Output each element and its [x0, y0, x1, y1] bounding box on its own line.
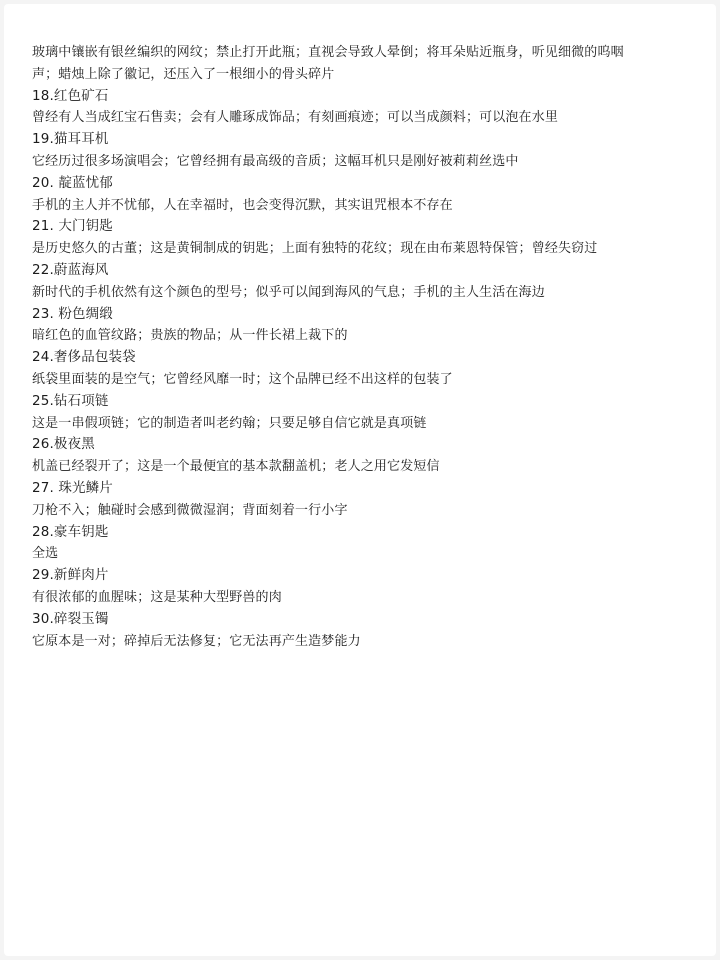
- entry-29-title: 29.新鲜肉片: [32, 567, 109, 584]
- intro-line-2: 声；蜡烛上除了徽记，还压入了一根细小的骨头碎片: [32, 66, 335, 82]
- entry-21-description: 是历史悠久的古董；这是黄铜制成的钥匙；上面有独特的花纹；现在由布莱恩特保管；曾经失窃过: [32, 241, 598, 257]
- entry-27-title: 27. 珠光鳞片: [32, 479, 113, 496]
- entry-23-description: 暗红色的血管纹路；贵族的物品；从一件长裙上裁下的: [32, 328, 348, 344]
- entry-18-title: 18.红色矿石: [32, 87, 109, 104]
- intro-line-1: 玻璃中镶嵌有银丝编织的网纹；禁止打开此瓶；直视会导致人晕倒；将耳朵贴近瓶身，听见细微的呜咽: [32, 45, 624, 60]
- entry-25-title: 25.钻石项链: [32, 392, 109, 409]
- entry-26-title: 26.极夜黑: [32, 436, 95, 453]
- entry-19-title: 19.猫耳耳机: [32, 131, 109, 148]
- entry-18-description: 曾经有人当成红宝石售卖；会有人雕琢成饰品；有刻画痕迹；可以当成颜料；可以泡在水里: [32, 110, 559, 126]
- entry-19-description: 它经历过很多场演唱会；它曾经拥有最高级的音质；这幅耳机只是刚好被莉莉丝选中: [32, 153, 519, 169]
- entry-28-description: 全选: [32, 546, 59, 562]
- entry-26-description: 机盖已经裂开了；这是一个最便宜的基本款翻盖机；老人之用它发短信: [32, 459, 440, 475]
- entry-24-title: 24.奢侈品包装袋: [32, 349, 136, 366]
- entry-20-description: 手机的主人并不忧郁，人在幸福时，也会变得沉默，其实诅咒根本不存在: [32, 197, 453, 213]
- entry-25-description: 这是一串假项链；它的制造者叫老约翰；只要足够自信它就是真项链: [32, 415, 427, 431]
- entry-24-description: 纸袋里面装的是空气；它曾经风靡一时；这个品牌已经不出这样的包装了: [32, 371, 453, 387]
- entry-21-title: 21. 大门钥匙: [32, 218, 113, 235]
- entry-23-title: 23. 粉色绸缎: [32, 305, 113, 322]
- entry-29-description: 有很浓郁的血腥味；这是某种大型野兽的肉: [32, 589, 282, 605]
- entry-30-title: 30.碎裂玉镯: [32, 610, 109, 627]
- entry-27-description: 刀枪不入；触碰时会感到微微湿润；背面刻着一行小字: [32, 502, 348, 518]
- document-page: [4, 4, 716, 956]
- entry-28-title: 28.豪车钥匙: [32, 523, 109, 540]
- entry-22-description: 新时代的手机依然有这个颜色的型号；似乎可以闻到海风的气息；手机的主人生活在海边: [32, 284, 545, 300]
- entry-22-title: 22.蔚蓝海风: [32, 261, 109, 278]
- entry-30-description: 它原本是一对；碎掉后无法修复；它无法再产生造梦能力: [32, 633, 361, 649]
- entry-20-title: 20. 靛蓝忧郁: [32, 174, 113, 191]
